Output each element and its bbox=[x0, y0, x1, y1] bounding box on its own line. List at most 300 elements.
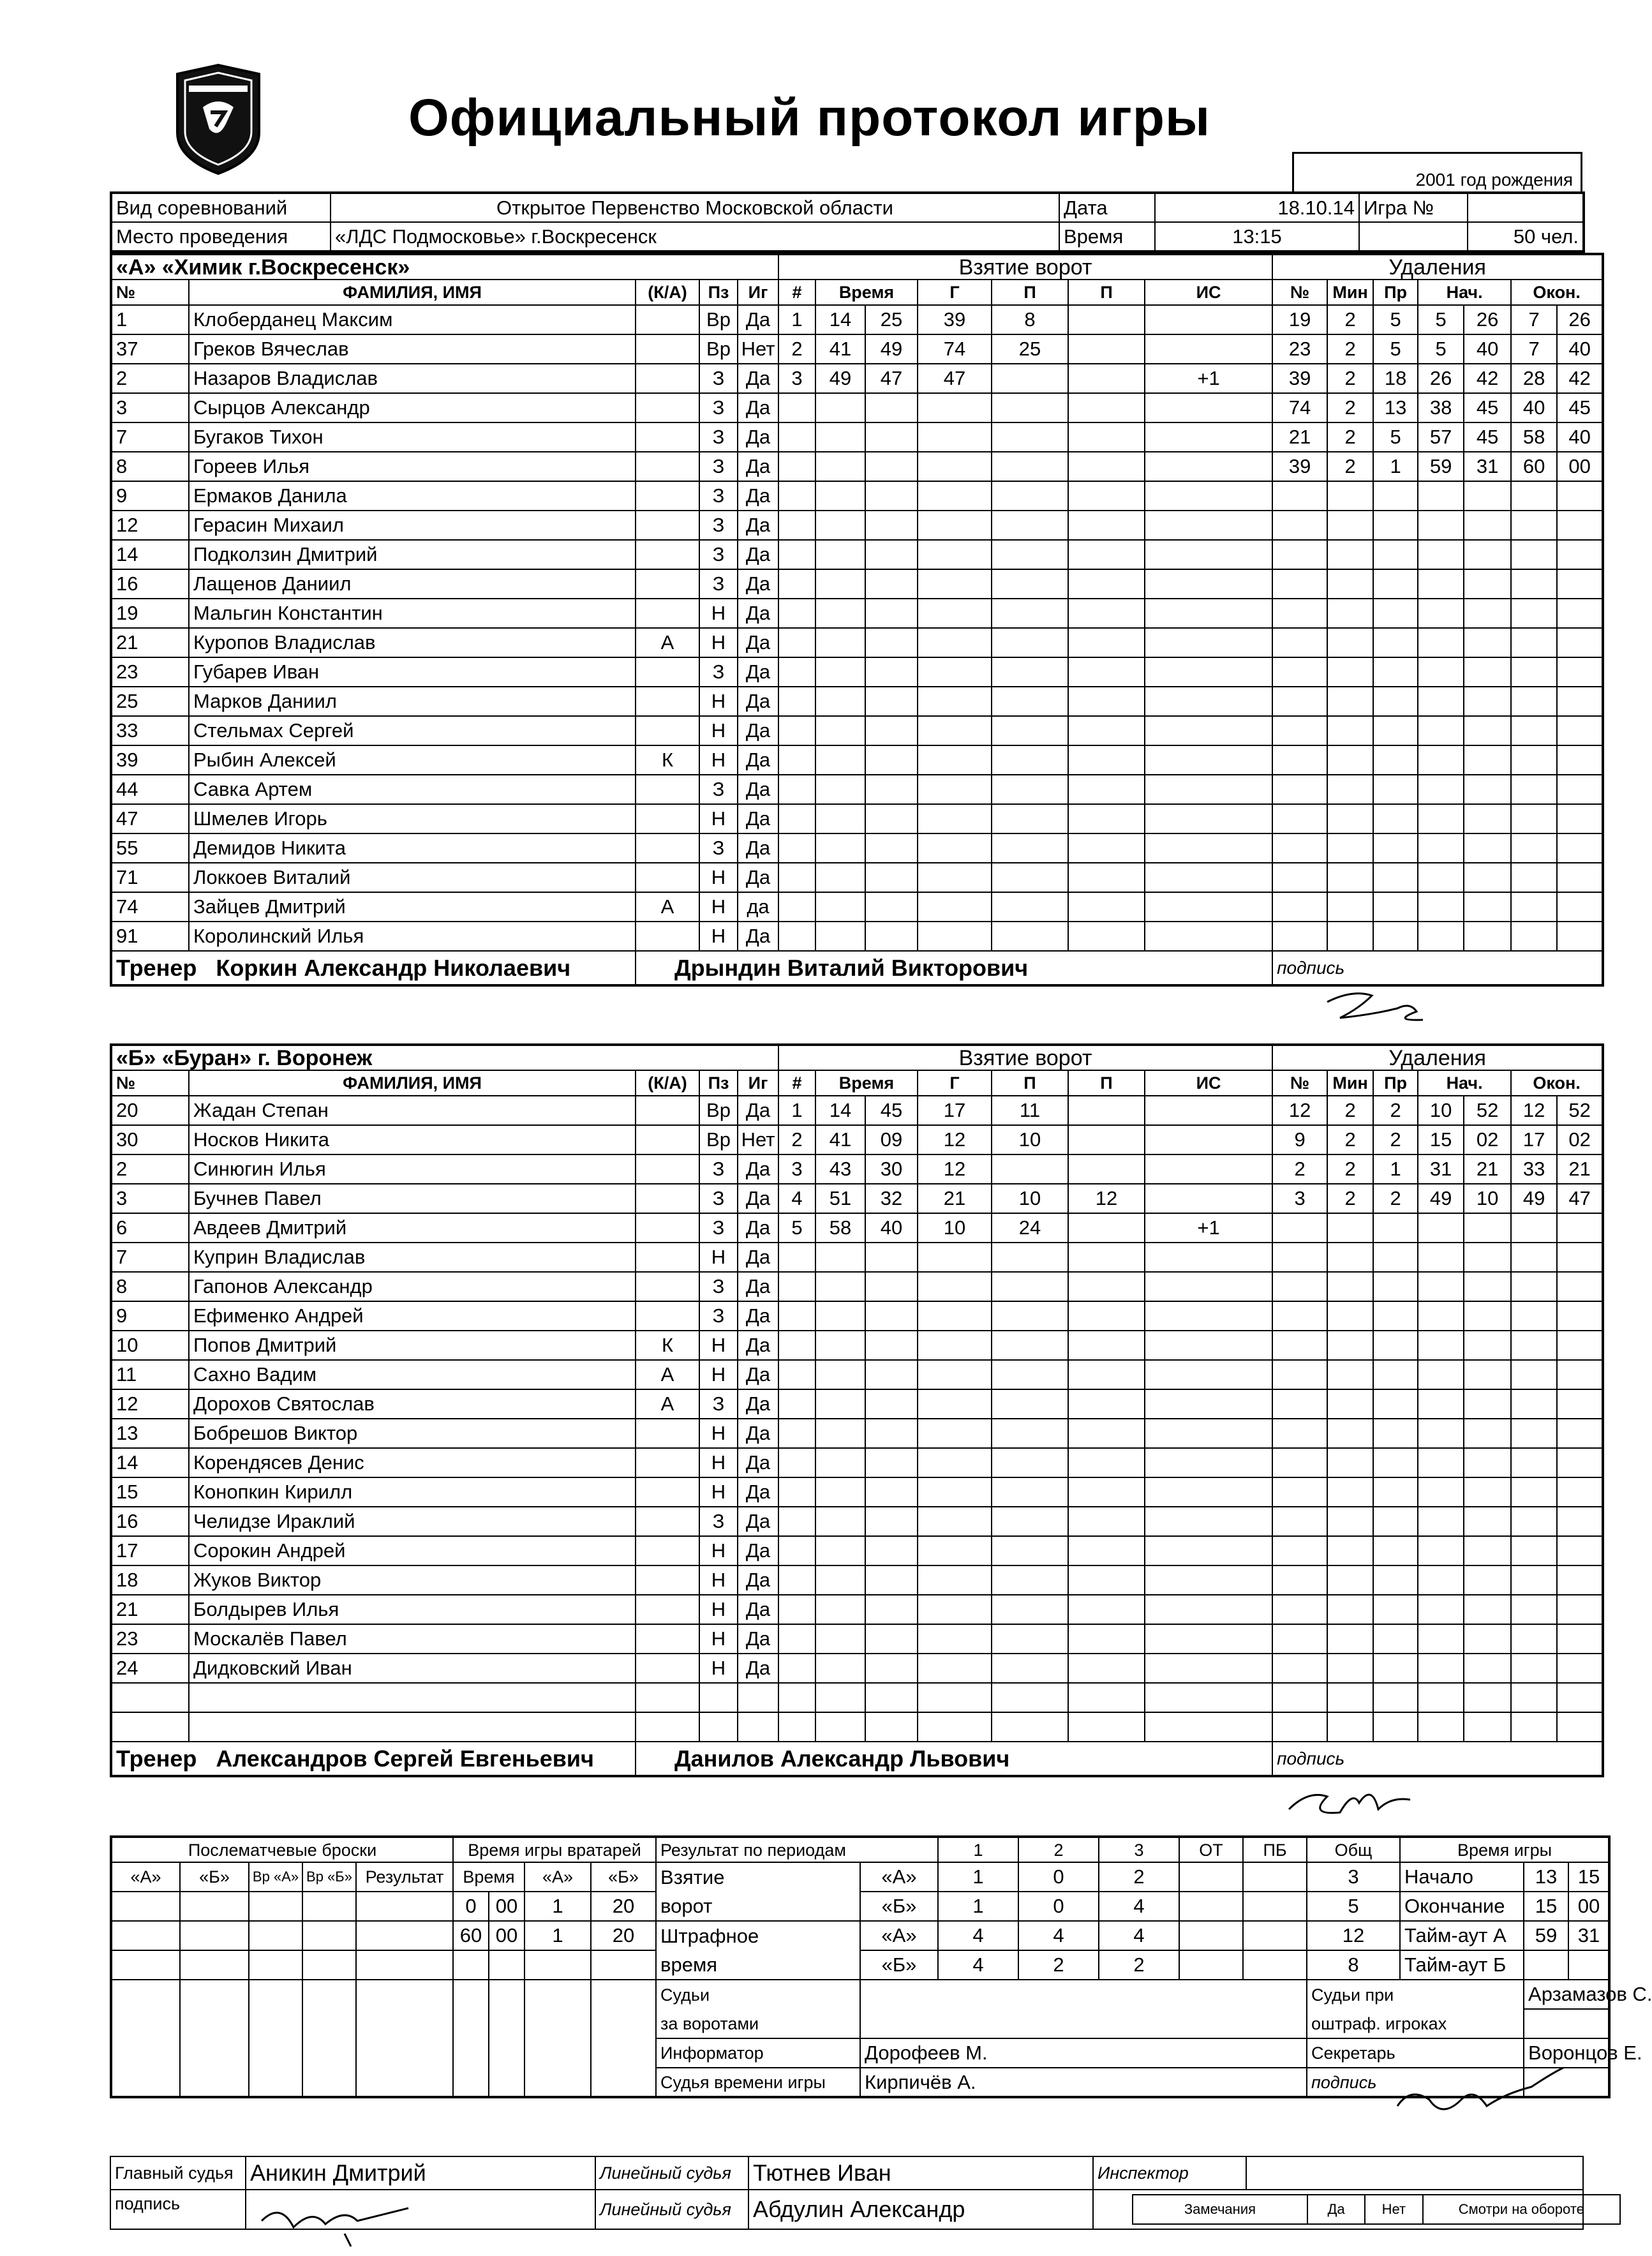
goal-second bbox=[865, 657, 918, 687]
player-played: Да bbox=[738, 775, 778, 804]
player-played: Да bbox=[738, 452, 778, 481]
player-name: Конопкин Кирилл bbox=[189, 1477, 636, 1507]
competition: Открытое Первенство Московской области bbox=[331, 193, 1059, 222]
pen-number bbox=[1272, 1213, 1327, 1243]
pen-end-sec bbox=[1557, 687, 1603, 716]
goal-second: 30 bbox=[865, 1154, 918, 1184]
pen-start-min bbox=[1418, 1389, 1464, 1419]
player-position: Вр bbox=[699, 305, 738, 334]
goal-index bbox=[778, 716, 815, 745]
pen-judge-name: Арзамазов С. bbox=[1524, 1980, 1609, 2009]
team-a-signature-scribble bbox=[1314, 983, 1442, 1034]
pen-start-min bbox=[1418, 1624, 1464, 1654]
goal-assist-1 bbox=[992, 716, 1068, 745]
pen-end-sec bbox=[1557, 1301, 1603, 1331]
pen-number bbox=[1272, 1507, 1327, 1536]
goal-assist-1 bbox=[992, 1683, 1068, 1712]
pen-start-sec bbox=[1464, 1477, 1511, 1507]
goals-a-pb bbox=[1243, 1862, 1307, 1892]
col-goal-idx: # bbox=[778, 280, 815, 305]
pen-reason bbox=[1373, 657, 1418, 687]
teamA-table bbox=[110, 253, 1604, 987]
player-name: Лащенов Даниил bbox=[189, 569, 636, 599]
player-role: А bbox=[636, 628, 699, 657]
goal-is bbox=[1145, 892, 1272, 922]
pen-end-min bbox=[1511, 863, 1557, 892]
goals-a-p1: 1 bbox=[938, 1862, 1018, 1892]
goal-second bbox=[865, 863, 918, 892]
col-pen-start: Нач. bbox=[1418, 1070, 1511, 1096]
pen-end-sec bbox=[1557, 1360, 1603, 1389]
pen-minutes bbox=[1327, 1301, 1373, 1331]
pen-judges-label: Судьи при bbox=[1307, 1980, 1524, 2009]
pen-minutes bbox=[1327, 1595, 1373, 1624]
player-number: 3 bbox=[111, 393, 189, 422]
coach-signature-label: подпись bbox=[1272, 951, 1603, 985]
goal-assist-1 bbox=[992, 599, 1068, 628]
col-goal-is: ИС bbox=[1145, 280, 1272, 305]
teamA-pen-title: Удаления bbox=[1272, 254, 1603, 280]
pen-reason bbox=[1373, 599, 1418, 628]
pen-number bbox=[1272, 1595, 1327, 1624]
goal-second bbox=[865, 569, 918, 599]
pen-start-sec bbox=[1464, 716, 1511, 745]
goal-minute bbox=[815, 569, 865, 599]
player-position: З bbox=[699, 569, 738, 599]
goal-index bbox=[778, 569, 815, 599]
pen-start-min bbox=[1418, 569, 1464, 599]
pim-b-p1: 4 bbox=[938, 1950, 1018, 1980]
goal-assist-1: 11 bbox=[992, 1096, 1068, 1125]
pen-end-sec bbox=[1557, 1712, 1603, 1742]
goal-assist-2 bbox=[1068, 1389, 1145, 1419]
goal-minute bbox=[815, 1360, 865, 1389]
pen-minutes bbox=[1327, 1360, 1373, 1389]
player-position bbox=[699, 1683, 738, 1712]
pen-number bbox=[1272, 1565, 1327, 1595]
player-name: Авдеев Дмитрий bbox=[189, 1213, 636, 1243]
pen-reason bbox=[1373, 1712, 1418, 1742]
gk-row-1-a: 1 bbox=[525, 1892, 591, 1921]
goal-scorer bbox=[918, 628, 992, 657]
birth-year: 2001 год рождения bbox=[1415, 170, 1573, 190]
venue-label: Место проведения bbox=[111, 222, 331, 251]
table-row bbox=[111, 569, 1603, 599]
player-number: 37 bbox=[111, 334, 189, 364]
goal-second bbox=[865, 628, 918, 657]
player-name: Королинский Илья bbox=[189, 922, 636, 951]
pen-end-sec bbox=[1557, 1595, 1603, 1624]
periods-title: Результат по периодам bbox=[656, 1837, 938, 1862]
pen-minutes bbox=[1327, 599, 1373, 628]
player-played: Да bbox=[738, 804, 778, 833]
goal-assist-2 bbox=[1068, 745, 1145, 775]
goal-assist-2 bbox=[1068, 1654, 1145, 1683]
pim-b-p2: 2 bbox=[1018, 1950, 1099, 1980]
goal-is bbox=[1145, 1595, 1272, 1624]
pen-reason bbox=[1373, 833, 1418, 863]
player-role bbox=[636, 1448, 699, 1477]
table-row bbox=[111, 1712, 1603, 1742]
goal-second bbox=[865, 599, 918, 628]
pen-minutes bbox=[1327, 1213, 1373, 1243]
table-row bbox=[111, 1125, 1603, 1154]
table-row bbox=[111, 804, 1603, 833]
player-played: Да bbox=[738, 393, 778, 422]
pen-start-min: 26 bbox=[1418, 364, 1464, 393]
player-position: З bbox=[699, 1389, 738, 1419]
goal-index: 3 bbox=[778, 364, 815, 393]
col-name bbox=[189, 1070, 636, 1096]
pen-start-min: 31 bbox=[1418, 1154, 1464, 1184]
pen-number bbox=[1272, 1536, 1327, 1565]
player-number: 13 bbox=[111, 1419, 189, 1448]
goal-scorer: 10 bbox=[918, 1213, 992, 1243]
player-position: Н bbox=[699, 922, 738, 951]
table-row bbox=[111, 364, 1603, 393]
pen-end-sec: 47 bbox=[1557, 1184, 1603, 1213]
goal-is bbox=[1145, 1243, 1272, 1272]
info-table bbox=[110, 191, 1585, 253]
pen-end-sec: 40 bbox=[1557, 422, 1603, 452]
pen-start-min bbox=[1418, 628, 1464, 657]
goal-index bbox=[778, 1507, 815, 1536]
player-name: Ермаков Данила bbox=[189, 481, 636, 511]
pen-end-sec bbox=[1557, 922, 1603, 951]
goal-minute bbox=[815, 599, 865, 628]
pen-number: 74 bbox=[1272, 393, 1327, 422]
pen-end-min: 17 bbox=[1511, 1125, 1557, 1154]
player-name: Рыбин Алексей bbox=[189, 745, 636, 775]
goals-team-b: «Б» bbox=[860, 1892, 938, 1921]
pen-number bbox=[1272, 1624, 1327, 1654]
remarks-no[interactable]: Нет bbox=[1365, 2195, 1422, 2224]
pen-reason: 2 bbox=[1373, 1125, 1418, 1154]
player-position: Н bbox=[699, 1477, 738, 1507]
player-name: Клоберданец Максим bbox=[189, 305, 636, 334]
goal-assist-2 bbox=[1068, 1536, 1145, 1565]
goal-judges-label-2: за воротами bbox=[656, 2009, 860, 2038]
goal-assist-2 bbox=[1068, 922, 1145, 951]
goal-index: 1 bbox=[778, 1096, 815, 1125]
inspector-name bbox=[1246, 2156, 1583, 2190]
goal-second: 25 bbox=[865, 305, 918, 334]
pen-end-sec bbox=[1557, 1331, 1603, 1360]
secretary-signature-label: подпись bbox=[1307, 2068, 1524, 2097]
goal-minute: 43 bbox=[815, 1154, 865, 1184]
pen-end-min bbox=[1511, 922, 1557, 951]
player-number: 33 bbox=[111, 716, 189, 745]
col-name-text: ФАМИЛИЯ, ИМЯ bbox=[343, 283, 482, 302]
goal-index bbox=[778, 804, 815, 833]
goal-assist-1 bbox=[992, 833, 1068, 863]
col-ig: Иг bbox=[738, 280, 778, 305]
player-name: Зайцев Дмитрий bbox=[189, 892, 636, 922]
goal-minute bbox=[815, 511, 865, 540]
table-row bbox=[111, 1595, 1603, 1624]
goal-is bbox=[1145, 922, 1272, 951]
player-played: Нет bbox=[738, 1125, 778, 1154]
player-role bbox=[636, 481, 699, 511]
player-position: Вр bbox=[699, 334, 738, 364]
pen-minutes bbox=[1327, 1683, 1373, 1712]
player-played: Да bbox=[738, 1595, 778, 1624]
player-played: Да bbox=[738, 1507, 778, 1536]
player-position: Н bbox=[699, 1536, 738, 1565]
goal-minute bbox=[815, 892, 865, 922]
pen-start-sec: 42 bbox=[1464, 364, 1511, 393]
col-num: № bbox=[111, 1070, 189, 1096]
goal-minute bbox=[815, 1477, 865, 1507]
player-played: Да bbox=[738, 833, 778, 863]
pen-minutes bbox=[1327, 1419, 1373, 1448]
pen-reason bbox=[1373, 569, 1418, 599]
goal-assist-2 bbox=[1068, 569, 1145, 599]
period-2-header: 2 bbox=[1018, 1837, 1099, 1862]
player-name: Сахно Вадим bbox=[189, 1360, 636, 1389]
goal-second bbox=[865, 1536, 918, 1565]
goal-assist-2 bbox=[1068, 1477, 1145, 1507]
pen-start-sec: 40 bbox=[1464, 334, 1511, 364]
table-row bbox=[111, 452, 1603, 481]
goal-scorer bbox=[918, 511, 992, 540]
player-position: Н bbox=[699, 1595, 738, 1624]
pen-reason: 2 bbox=[1373, 1096, 1418, 1125]
pen-reason bbox=[1373, 1389, 1418, 1419]
pen-start-sec bbox=[1464, 481, 1511, 511]
player-played: Да bbox=[738, 1419, 778, 1448]
pen-number bbox=[1272, 1477, 1327, 1507]
player-name: Жадан Степан bbox=[189, 1096, 636, 1125]
goal-assist-1 bbox=[992, 481, 1068, 511]
goal-minute bbox=[815, 863, 865, 892]
goal-scorer bbox=[918, 1331, 992, 1360]
game-no bbox=[1468, 193, 1584, 222]
pen-reason bbox=[1373, 1213, 1418, 1243]
timeout-b-sec bbox=[1568, 1950, 1609, 1980]
goal-index bbox=[778, 540, 815, 569]
player-number: 12 bbox=[111, 1389, 189, 1419]
page-title: Официальный протокол игры bbox=[408, 89, 1211, 147]
player-number: 71 bbox=[111, 863, 189, 892]
goal-minute: 58 bbox=[815, 1213, 865, 1243]
player-number: 21 bbox=[111, 628, 189, 657]
player-position: Н bbox=[699, 1624, 738, 1654]
goal-assist-1 bbox=[992, 422, 1068, 452]
player-name: Челидзе Ираклий bbox=[189, 1507, 636, 1536]
pen-end-sec: 26 bbox=[1557, 305, 1603, 334]
col-pen-min: Мин bbox=[1327, 1070, 1373, 1096]
pen-end-sec bbox=[1557, 1565, 1603, 1595]
remarks-label: Замечания bbox=[1133, 2195, 1307, 2224]
table-row bbox=[111, 1301, 1603, 1331]
player-position: Н bbox=[699, 687, 738, 716]
pen-start-min bbox=[1418, 1595, 1464, 1624]
pen-end-min bbox=[1511, 687, 1557, 716]
pen-start-sec bbox=[1464, 1536, 1511, 1565]
goal-index bbox=[778, 1536, 815, 1565]
pen-minutes bbox=[1327, 716, 1373, 745]
goal-minute: 41 bbox=[815, 1125, 865, 1154]
secretary-name: Воронцов Е. bbox=[1524, 2038, 1609, 2068]
pen-end-sec bbox=[1557, 1243, 1603, 1272]
goal-scorer bbox=[918, 804, 992, 833]
pen-minutes: 2 bbox=[1327, 364, 1373, 393]
player-number: 18 bbox=[111, 1565, 189, 1595]
pen-end-min bbox=[1511, 1272, 1557, 1301]
goal-second bbox=[865, 1683, 918, 1712]
player-played: Да bbox=[738, 569, 778, 599]
pen-start-min: 49 bbox=[1418, 1184, 1464, 1213]
goal-second: 45 bbox=[865, 1096, 918, 1125]
birth-year-box bbox=[1292, 152, 1582, 193]
summary-table bbox=[110, 1835, 1652, 2098]
goal-assist-2 bbox=[1068, 1507, 1145, 1536]
col-pz: Пз bbox=[699, 1070, 738, 1096]
player-played: Да bbox=[738, 657, 778, 687]
pen-end-sec bbox=[1557, 863, 1603, 892]
goal-assist-1 bbox=[992, 657, 1068, 687]
pen-start-min bbox=[1418, 1448, 1464, 1477]
goal-second bbox=[865, 1448, 918, 1477]
goal-assist-2 bbox=[1068, 1565, 1145, 1595]
goal-index bbox=[778, 393, 815, 422]
goal-minute bbox=[815, 804, 865, 833]
goal-minute: 14 bbox=[815, 1096, 865, 1125]
player-name: Гореев Илья bbox=[189, 452, 636, 481]
table-row bbox=[111, 1243, 1603, 1272]
pen-end-min: 7 bbox=[1511, 334, 1557, 364]
player-played: Да bbox=[738, 863, 778, 892]
goal-is bbox=[1145, 628, 1272, 657]
timeout-b-label: Тайм-аут Б bbox=[1400, 1950, 1524, 1980]
goal-index bbox=[778, 1272, 815, 1301]
goal-assist-2 bbox=[1068, 1243, 1145, 1272]
goal-assist-2 bbox=[1068, 833, 1145, 863]
player-number: 17 bbox=[111, 1536, 189, 1565]
goal-scorer bbox=[918, 892, 992, 922]
pen-reason bbox=[1373, 922, 1418, 951]
pen-start-sec bbox=[1464, 922, 1511, 951]
pen-end-min bbox=[1511, 1360, 1557, 1389]
pen-start-sec bbox=[1464, 1712, 1511, 1742]
pen-end-min bbox=[1511, 1683, 1557, 1712]
player-position: Н bbox=[699, 892, 738, 922]
player-position: Н bbox=[699, 599, 738, 628]
player-number bbox=[111, 1712, 189, 1742]
goal-is bbox=[1145, 657, 1272, 687]
pen-start-sec: 45 bbox=[1464, 393, 1511, 422]
pim-b-pb bbox=[1243, 1950, 1307, 1980]
pen-start-sec bbox=[1464, 687, 1511, 716]
pen-end-min bbox=[1511, 1389, 1557, 1419]
goals-team-a: «А» bbox=[860, 1862, 938, 1892]
pen-number: 23 bbox=[1272, 334, 1327, 364]
goal-scorer bbox=[918, 452, 992, 481]
goal-assist-2 bbox=[1068, 1360, 1145, 1389]
pen-number bbox=[1272, 1331, 1327, 1360]
goals-label-2: ворот bbox=[656, 1892, 860, 1921]
player-played: Да bbox=[738, 1213, 778, 1243]
goal-scorer bbox=[918, 1272, 992, 1301]
pen-number: 39 bbox=[1272, 364, 1327, 393]
goal-is bbox=[1145, 1419, 1272, 1448]
goal-scorer bbox=[918, 569, 992, 599]
pen-start-min bbox=[1418, 775, 1464, 804]
goal-index bbox=[778, 481, 815, 511]
pen-start-sec bbox=[1464, 540, 1511, 569]
pen-start-sec bbox=[1464, 892, 1511, 922]
goal-index bbox=[778, 1243, 815, 1272]
goal-scorer bbox=[918, 1565, 992, 1595]
player-name: Сорокин Андрей bbox=[189, 1536, 636, 1565]
player-number: 6 bbox=[111, 1213, 189, 1243]
teamB-pen-title: Удаления bbox=[1272, 1045, 1603, 1070]
goal-index bbox=[778, 511, 815, 540]
pen-end-min bbox=[1511, 628, 1557, 657]
col-goal-time: Время bbox=[815, 280, 918, 305]
pen-reason: 13 bbox=[1373, 393, 1418, 422]
pen-minutes: 2 bbox=[1327, 1096, 1373, 1125]
pen-end-min bbox=[1511, 1654, 1557, 1683]
date-label: Дата bbox=[1059, 193, 1155, 222]
player-played: Да bbox=[738, 1272, 778, 1301]
club-logo bbox=[171, 63, 265, 176]
player-played: Да bbox=[738, 1624, 778, 1654]
goal-scorer bbox=[918, 540, 992, 569]
remarks-yes[interactable]: Да bbox=[1307, 2195, 1365, 2224]
goal-scorer bbox=[918, 422, 992, 452]
goal-assist-1 bbox=[992, 1243, 1068, 1272]
goal-is bbox=[1145, 481, 1272, 511]
player-role: А bbox=[636, 892, 699, 922]
goal-is bbox=[1145, 422, 1272, 452]
pen-reason bbox=[1373, 804, 1418, 833]
goal-minute bbox=[815, 1565, 865, 1595]
pen-start-min: 59 bbox=[1418, 452, 1464, 481]
pen-minutes: 2 bbox=[1327, 334, 1373, 364]
goals-a-p3: 2 bbox=[1099, 1862, 1179, 1892]
pen-number bbox=[1272, 569, 1327, 599]
player-played: Да bbox=[738, 745, 778, 775]
pen-start-min bbox=[1418, 745, 1464, 775]
player-position: З bbox=[699, 422, 738, 452]
goal-is bbox=[1145, 511, 1272, 540]
table-row bbox=[111, 833, 1603, 863]
col-ka: (К/А) bbox=[636, 280, 699, 305]
goal-minute bbox=[815, 687, 865, 716]
player-number: 3 bbox=[111, 1184, 189, 1213]
pen-end-sec: 00 bbox=[1557, 452, 1603, 481]
goal-scorer bbox=[918, 1448, 992, 1477]
pen-start-min: 38 bbox=[1418, 393, 1464, 422]
player-played: да bbox=[738, 892, 778, 922]
gk-b-header: «Б» bbox=[591, 1862, 656, 1892]
player-name: Шмелев Игорь bbox=[189, 804, 636, 833]
pen-start-sec: 02 bbox=[1464, 1125, 1511, 1154]
col-goal-is: ИС bbox=[1145, 1070, 1272, 1096]
goal-is bbox=[1145, 540, 1272, 569]
player-name: Куропов Владислав bbox=[189, 628, 636, 657]
player-played: Да bbox=[738, 1477, 778, 1507]
so-gk-b-header: Вр «Б» bbox=[302, 1862, 356, 1892]
player-position: З bbox=[699, 657, 738, 687]
goal-index bbox=[778, 1595, 815, 1624]
pen-reason bbox=[1373, 687, 1418, 716]
player-number: 23 bbox=[111, 1624, 189, 1654]
goal-is bbox=[1145, 1096, 1272, 1125]
goal-is bbox=[1145, 804, 1272, 833]
